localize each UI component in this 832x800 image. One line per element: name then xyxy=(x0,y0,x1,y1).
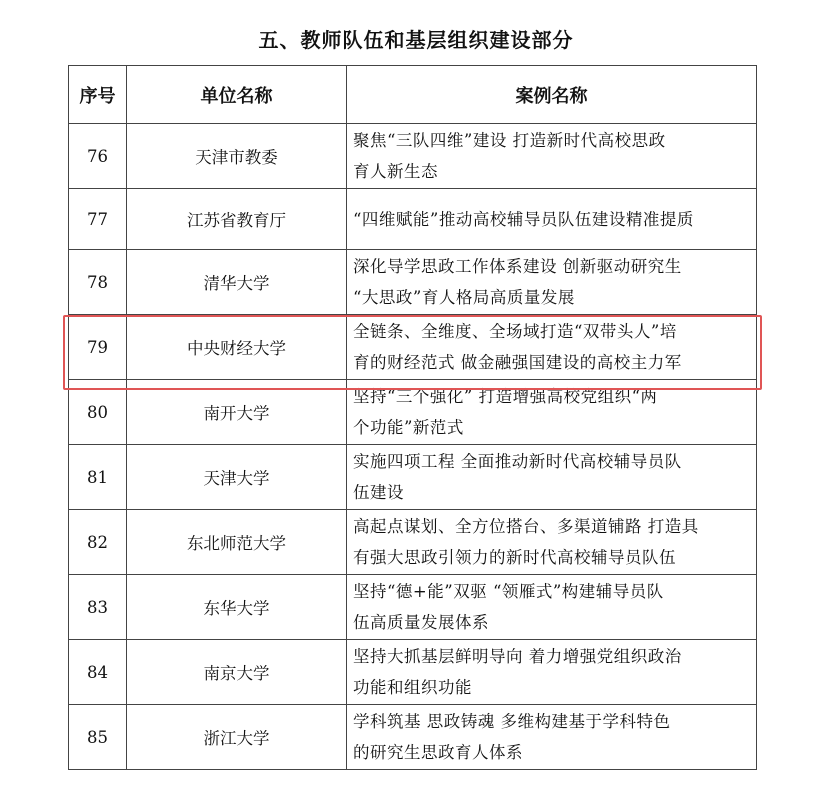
case-line: 实施四项工程 全面推动新时代高校辅导员队 xyxy=(353,452,682,471)
row-unit: 南京大学 xyxy=(127,640,347,705)
table-row xyxy=(69,510,757,575)
row-number: 84 xyxy=(69,640,127,705)
case-line: 个功能”新范式 xyxy=(353,418,464,437)
row-number: 82 xyxy=(69,510,127,575)
case-line: 聚焦“三队四维”建设 打造新时代高校思政 xyxy=(353,131,666,150)
case-line: 坚持“三个强化” 打造增强高校党组织“两 xyxy=(353,387,658,406)
row-case xyxy=(347,510,757,575)
case-line: 功能和组织功能 xyxy=(353,678,472,697)
table-row xyxy=(69,575,757,640)
case-line: 坚持“德+能”双驱 “领雁式”构建辅导员队 xyxy=(353,582,664,601)
case-line: 坚持大抓基层鲜明导向 着力增强党组织政治 xyxy=(353,647,682,666)
row-number: 83 xyxy=(69,575,127,640)
row-case xyxy=(347,705,757,770)
row-unit: 天津大学 xyxy=(127,445,347,510)
row-number: 85 xyxy=(69,705,127,770)
case-line: 有强大思政引领力的新时代高校辅导员队伍 xyxy=(353,548,676,567)
row-unit: 江苏省教育厅 xyxy=(127,189,347,250)
page-title: 五、教师队伍和基层组织建设部分 xyxy=(258,28,574,52)
case-line: 育人新生态 xyxy=(353,162,438,181)
row-case xyxy=(347,315,757,380)
row-number: 77 xyxy=(69,189,127,250)
case-table xyxy=(68,65,757,770)
row-case xyxy=(347,575,757,640)
case-line: 高起点谋划、全方位搭台、多渠道铺路 打造具 xyxy=(353,517,699,536)
case-line: 全链条、全维度、全场域打造“双带头人”培 xyxy=(353,322,677,341)
row-unit: 浙江大学 xyxy=(127,705,347,770)
table-row xyxy=(69,380,757,445)
row-number: 76 xyxy=(69,124,127,189)
table-row xyxy=(69,445,757,510)
row-case xyxy=(347,189,757,250)
row-unit: 南开大学 xyxy=(127,380,347,445)
case-line: “四维赋能”推动高校辅导员队伍建设精准提质 xyxy=(353,209,694,229)
row-case xyxy=(347,380,757,445)
row-number: 78 xyxy=(69,250,127,315)
header-number: 序号 xyxy=(69,66,127,124)
case-line: 的研究生思政育人体系 xyxy=(353,743,523,762)
row-case xyxy=(347,640,757,705)
row-number: 80 xyxy=(69,380,127,445)
table-row xyxy=(69,705,757,770)
case-line: 育的财经范式 做金融强国建设的高校主力军 xyxy=(353,353,682,372)
header-case-name: 案例名称 xyxy=(347,66,757,124)
case-line: 伍建设 xyxy=(353,483,404,502)
table-row xyxy=(69,189,757,250)
row-unit: 东华大学 xyxy=(127,575,347,640)
row-number: 79 xyxy=(69,315,127,380)
row-number: 81 xyxy=(69,445,127,510)
case-line: 学科筑基 思政铸魂 多维构建基于学科特色 xyxy=(353,712,671,731)
row-case xyxy=(347,250,757,315)
row-unit: 清华大学 xyxy=(127,250,347,315)
table-row xyxy=(69,250,757,315)
table-row xyxy=(69,124,757,189)
table-header-row xyxy=(69,66,757,124)
case-line: 伍高质量发展体系 xyxy=(353,613,489,632)
row-unit: 东北师范大学 xyxy=(127,510,347,575)
case-line: 深化导学思政工作体系建设 创新驱动研究生 xyxy=(353,257,682,276)
row-case xyxy=(347,124,757,189)
row-case xyxy=(347,445,757,510)
header-unit-name: 单位名称 xyxy=(127,66,347,124)
table-row-highlighted xyxy=(69,315,757,380)
case-line: “大思政”育人格局高质量发展 xyxy=(353,288,575,307)
table-row xyxy=(69,640,757,705)
row-unit: 天津市教委 xyxy=(127,124,347,189)
row-unit: 中央财经大学 xyxy=(127,315,347,380)
